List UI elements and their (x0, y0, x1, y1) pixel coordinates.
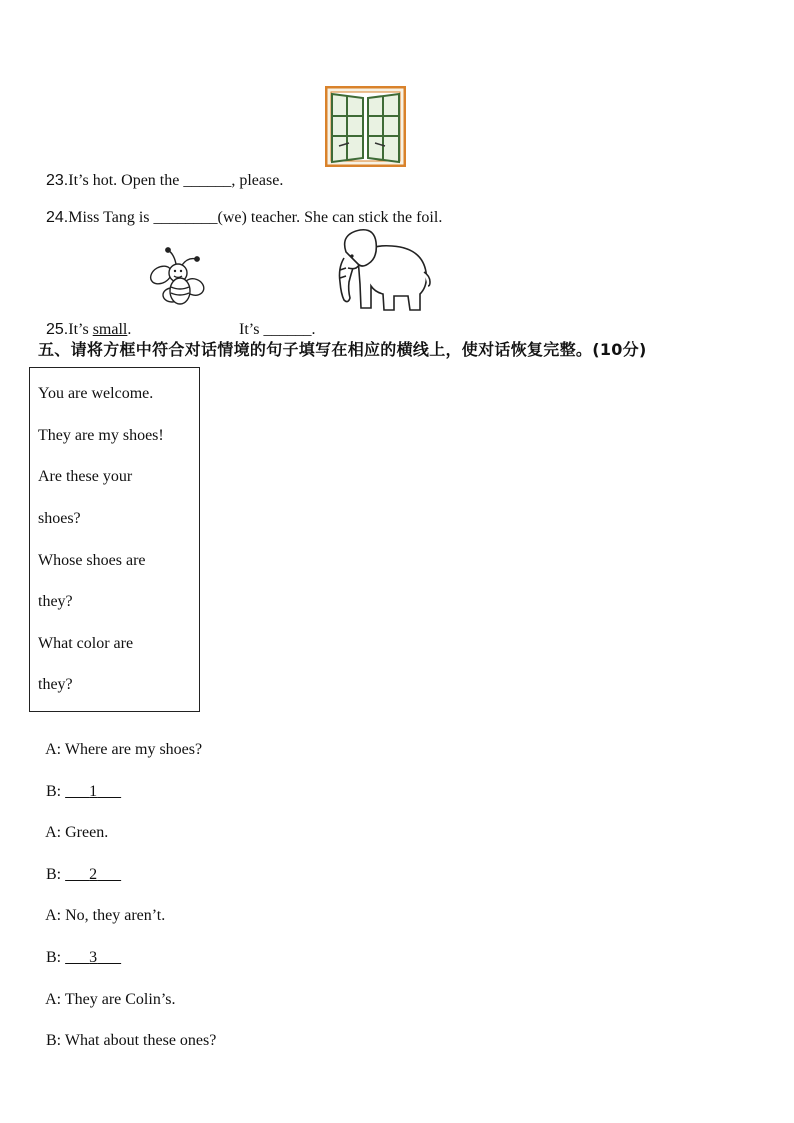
question-23 (38, 154, 283, 190)
section-heading: 五、请将方框中符合对话情境的句子填写在相应的横线上，使对话恢复完整。(10分) (38, 340, 647, 359)
answer-blank[interactable] (65, 866, 121, 883)
blank-number: 3 (89, 949, 98, 966)
dialogue-text: Where are my shoes? (64, 741, 203, 758)
question-text: It’s (68, 321, 93, 338)
dialogue-line (38, 806, 108, 842)
question-number: 24. (46, 209, 69, 226)
speaker-label: B: (46, 866, 62, 883)
speaker-label: A: (45, 991, 62, 1008)
dialogue-line (38, 1014, 216, 1050)
elephant-icon (332, 228, 434, 320)
speaker-label: A: (45, 907, 62, 924)
dialogue-text: No, they aren’t. (65, 907, 166, 924)
box-line: Are these your (38, 468, 133, 485)
question-25-second (231, 303, 315, 339)
question-number: 23. (46, 172, 69, 189)
dialogue-line (38, 723, 202, 759)
answer-blank[interactable] (65, 783, 121, 800)
question-text: . (127, 321, 132, 338)
box-line: What color are (38, 635, 134, 652)
speaker-label: B: (46, 1032, 62, 1049)
question-text: It’s ______. (239, 321, 316, 338)
dialogue-line (38, 765, 121, 801)
question-25 (38, 303, 131, 339)
speaker-label: A: (45, 824, 62, 841)
blank-number: 1 (89, 783, 98, 800)
dialogue-line (38, 848, 121, 884)
dialogue-line (38, 931, 121, 967)
dialogue-text: Green. (65, 824, 109, 841)
sentence-box (29, 367, 200, 712)
box-line: they? (38, 676, 73, 693)
blank-number: 2 (89, 866, 98, 883)
dialogue-text: They are Colin’s. (64, 991, 176, 1008)
box-line: shoes? (38, 510, 81, 527)
question-24 (38, 191, 442, 227)
bee-icon (146, 245, 208, 313)
dialogue-line (38, 889, 165, 925)
answer-blank[interactable] (65, 949, 121, 966)
question-text: It’s hot. Open the ______, please. (68, 172, 284, 189)
speaker-label: A: (45, 741, 62, 758)
box-line: they? (38, 593, 73, 610)
underlined-word: small (92, 321, 128, 338)
speaker-label: B: (46, 949, 62, 966)
dialogue-line (38, 973, 175, 1009)
dialogue-text: What about these ones? (64, 1032, 217, 1049)
box-line: Whose shoes are (38, 552, 146, 569)
box-line: You are welcome. (38, 385, 154, 402)
question-text: Miss Tang is ________(we) teacher. She can stick the foil. (68, 209, 443, 226)
window-icon (325, 86, 406, 167)
question-number: 25. (46, 321, 69, 338)
box-line: They are my shoes! (38, 427, 164, 444)
speaker-label: B: (46, 783, 62, 800)
